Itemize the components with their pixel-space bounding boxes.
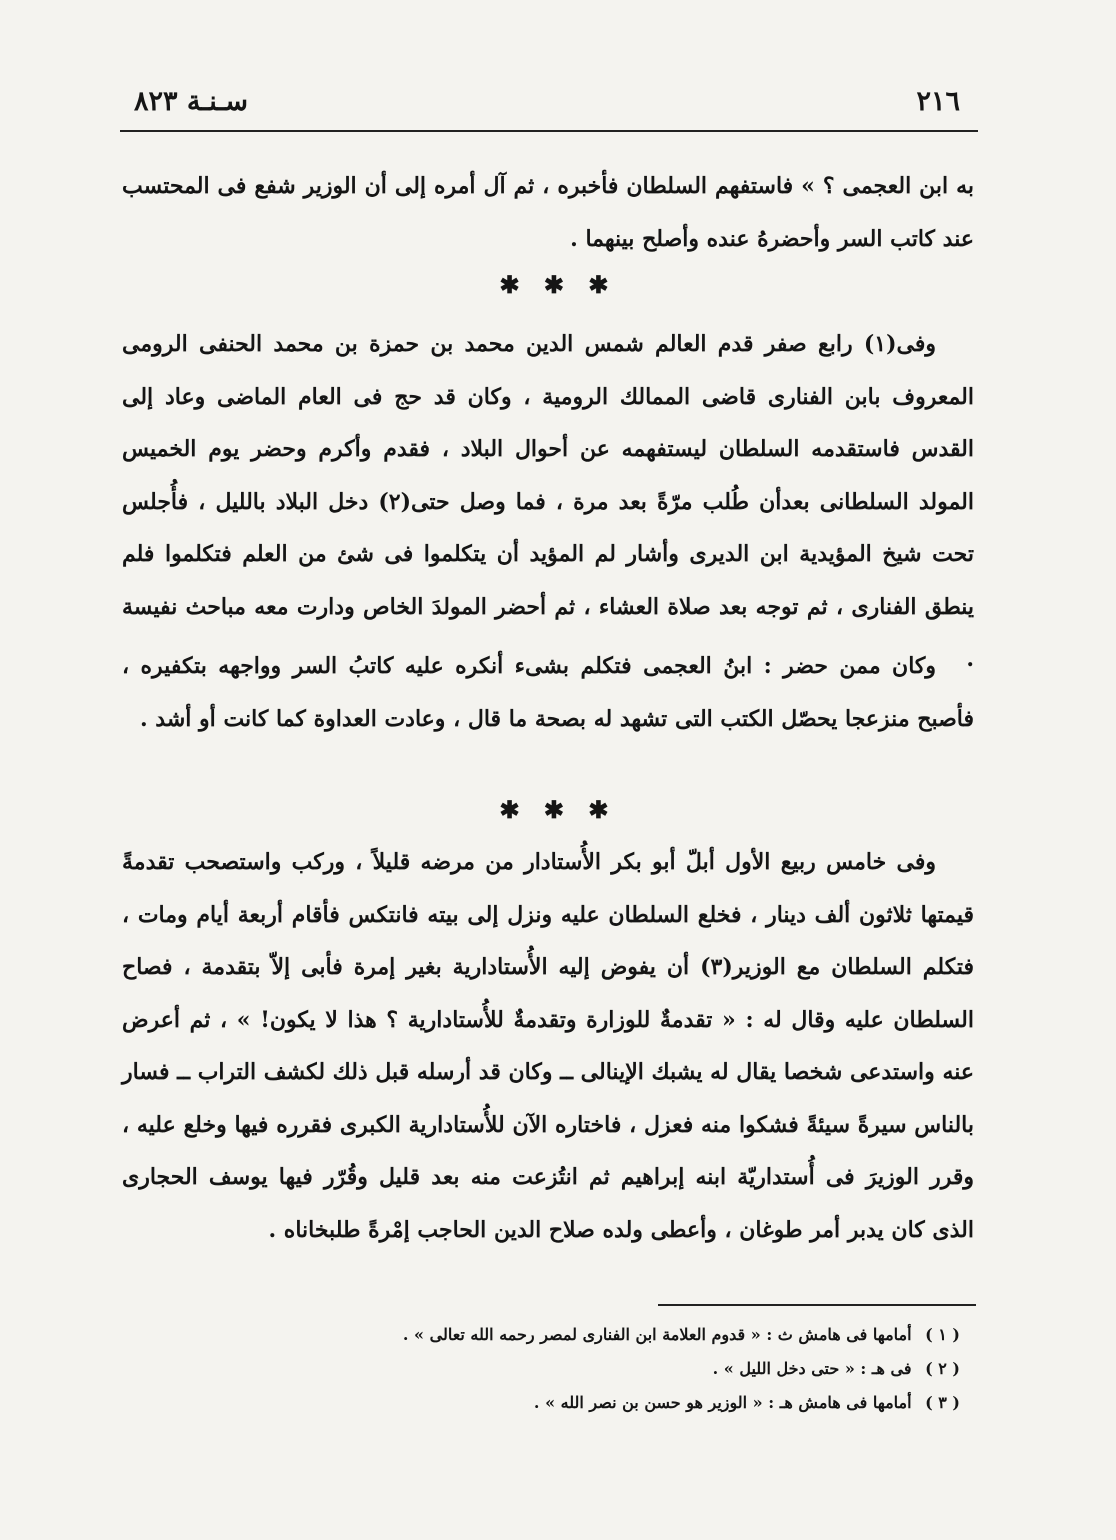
footnote-text: أمامها فى هامش هـ : « الوزير هو حسن بن نصر الله » . xyxy=(533,1393,912,1412)
paragraph-block-2 xyxy=(122,318,974,686)
paragraph-continuation xyxy=(122,160,974,265)
paragraph-3: وكان ممن حضر : ابنُ العجمى فتكلم بشىء أنكره عليه كاتبُ السر وواجهه بتكفيره ، فأصبح منزعجا يحصّل الكتب التى تشهد له بصحة ما قال ، وعادت العداوة كما كانت أو أشد . xyxy=(122,653,974,732)
footnote-text: فى هـ : « حتى دخل الليل » . xyxy=(712,1359,912,1378)
paragraph-block-4 xyxy=(122,836,974,1256)
paragraph-block-3 xyxy=(122,640,974,745)
footnote-number: ( ١ ) xyxy=(925,1325,960,1344)
section-separator-2: ✱ ✱ ✱ xyxy=(499,795,617,824)
paragraph-4: وفى خامس ربيع الأول أبلّ أبو بكر الأُستادار من مرضه قليلاً ، وركب واستصحب تقدمةً قيمتها ثلاثون ألف دينار ، فخلع السلطان عليه ونزل إلى بيته فانتكس فأقام أربعة أيام ومات ، فتكلم السلطان مع الوزير(٣) أن يفوض إليه الأُستادارية بغير إمرة فأبى إلاّ بتقدمة ، فصاح السلطان عليه وقال له : « تقدمةٌ للوزارة وتقدمةٌ للأُستادارية ؟ هذا لا يكون! » ، ثم أعرض عنه واستدعى شخصا يقال له يشبك الإينالى ــ وكان قد أرسله قبل ذلك لكشف التراب ــ فسار بالناس سيرةً سيئةً فشكوا منه فعزل ، فاختاره الآن للأُستادارية الكبرى فقرره فيها وخلع عليه ، وقرر الوزيرَ فى أُستداريّة ابنه إبراهيم ثم انتُزعت منه بعد قليل وقُرّر فيها يوسف الحجارى الذى كان يدبر أمر طوغان ، وأعطى ولده صلاح الدين الحاجب إمْرةً طلبخاناه . xyxy=(122,849,975,1243)
header-rule xyxy=(120,130,978,132)
running-head-year: سـنـة ٨٢٣ xyxy=(134,86,248,117)
footnote-number: ( ٢ ) xyxy=(925,1359,960,1378)
paragraph-1: به ابن العجمى ؟ » فاستفهم السلطان فأخبره ، ثم آل أمره إلى أن الوزير شفع فى المحتسب عند كاتب السر وأحضرهُ عنده وأصلح بينهما . xyxy=(122,173,974,252)
footnote-3 xyxy=(340,1386,960,1420)
footnote-number: ( ٣ ) xyxy=(925,1393,960,1412)
footnote-2 xyxy=(340,1352,960,1386)
page-number: ٢١٦ xyxy=(916,86,960,117)
paragraph-2: وفى(١) رابع صفر قدم العالم شمس الدين محمد بن حمزة بن محمد الحنفى الرومى المعروف بابن الفنارى قاضى الممالك الرومية ، وكان قد حج فى العام الماضى وعاد إلى القدس فاستقدمه السلطان ليستفهمه عن أحوال البلاد ، فقدم وأكرم وحضر يوم الخميس المولد السلطانى بعدأن طُلب مرّةً بعد مرة ، فما وصل حتى(٢) دخل البلاد بالليل ، فأُجلس تحت شيخ المؤيدية ابن الديرى وأشار لم المؤيد أن يتكلموا فى شئ من العلم فتكلموا فلم ينطق الفنارى ، ثم توجه بعد صلاة العشاء ، ثم أحضر المولدَ الخاص ودارت معه مباحث نفيسة . xyxy=(122,331,974,672)
footnote-rule xyxy=(658,1304,976,1306)
footnotes xyxy=(340,1318,960,1420)
footnote-1 xyxy=(340,1318,960,1352)
footnote-text: أمامها فى هامش ث : « قدوم العلامة ابن الفنارى لمصر رحمه الله تعالى » . xyxy=(402,1325,912,1344)
section-separator: ✱ ✱ ✱ xyxy=(499,270,617,299)
page-header xyxy=(120,84,978,124)
